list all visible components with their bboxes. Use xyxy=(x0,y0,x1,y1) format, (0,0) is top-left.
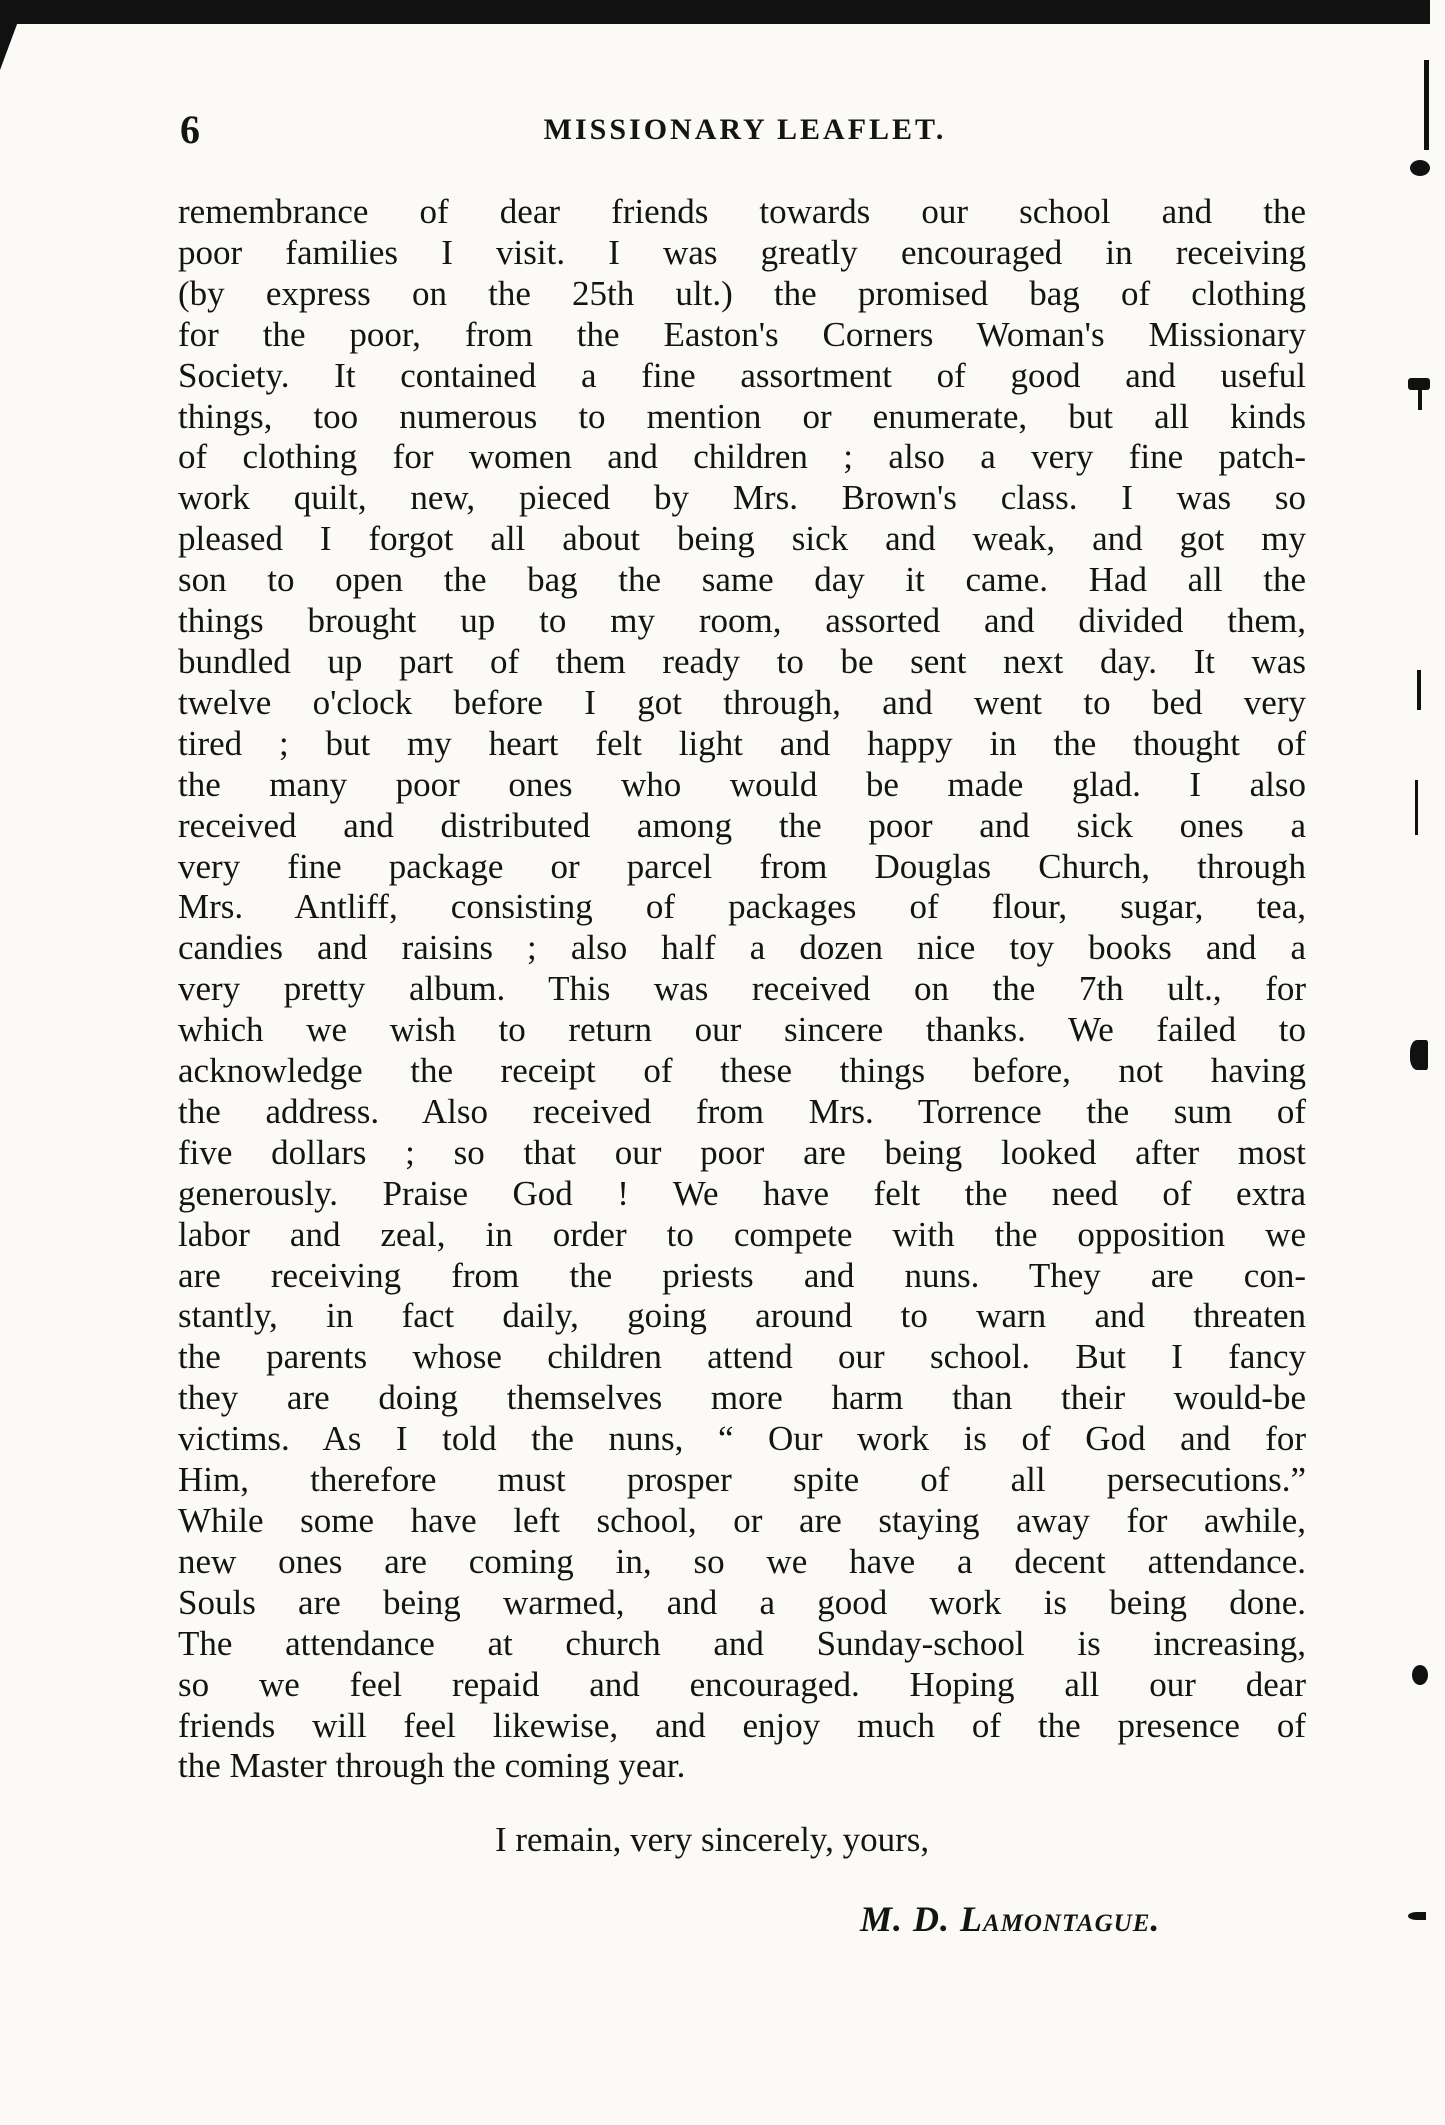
text-line: tired ; but my heart felt light and happy in the thought of xyxy=(178,723,1306,763)
text-line: labor and zeal, in order to compete with the opposition we xyxy=(178,1214,1306,1254)
text-line: (by express on the 25th ult.) the promised bag of clothing xyxy=(178,273,1306,313)
page-header xyxy=(180,105,1310,155)
text-line: the address. Also received from Mrs. Torrence the sum of xyxy=(178,1091,1306,1131)
signature-surname: Lamontague. xyxy=(960,1899,1161,1939)
text-line: Mrs. Antliff, consisting of packages of flour, sugar, tea, xyxy=(178,887,1306,927)
text-line: son to open the bag the same day it came. Had all the xyxy=(178,560,1306,600)
text-line: generously. Praise God ! We have felt the need of extra xyxy=(178,1173,1306,1213)
signature-initials: M. D. xyxy=(860,1899,961,1939)
page-number: 6 xyxy=(180,107,200,152)
text-line: which we wish to return our sincere thanks. We failed to xyxy=(178,1010,1306,1050)
top-border-corner xyxy=(0,0,26,70)
text-line: acknowledge the receipt of these things before, not having xyxy=(178,1051,1306,1091)
text-line: remembrance of dear friends towards our school and the xyxy=(178,192,1306,231)
text-line: received and distributed among the poor and sick ones a xyxy=(178,805,1306,845)
text-line: things brought up to my room, assorted and divided them, xyxy=(178,601,1306,641)
text-line: five dollars ; so that our poor are being looked after most xyxy=(178,1132,1306,1172)
text-line: bundled up part of them ready to be sent next day. It was xyxy=(178,641,1306,681)
text-line: they are doing themselves more harm than their would-be xyxy=(178,1378,1306,1418)
running-title: MISSIONARY LEAFLET. xyxy=(543,113,947,146)
text-line: of clothing for women and children ; also a very fine patch- xyxy=(178,437,1306,477)
margin-mark xyxy=(1417,670,1421,710)
text-line: poor families I visit. I was greatly encouraged in receiving xyxy=(178,232,1306,272)
text-line: stantly, in fact daily, going around to warn and threaten xyxy=(178,1296,1306,1336)
text-line: Him, therefore must prosper spite of all persecutions.” xyxy=(178,1460,1306,1500)
text-line: the parents whose children attend our school. But I fancy xyxy=(178,1337,1306,1377)
text-line: pleased I forgot all about being sick and weak, and got my xyxy=(178,519,1306,559)
text-line: are receiving from the priests and nuns. They are con- xyxy=(178,1255,1306,1295)
text-line: While some have left school, or are staying away for awhile, xyxy=(178,1501,1306,1540)
text-line: for the poor, from the Easton's Corners Woman's Missionary xyxy=(178,314,1306,354)
text-line: victims. As I told the nuns, “ Our work is of God and for xyxy=(178,1419,1306,1459)
margin-mark xyxy=(1418,388,1422,410)
letter-body xyxy=(178,192,1306,1787)
text-line-last: the Master through the coming year. xyxy=(178,1746,686,1786)
margin-mark xyxy=(1408,1912,1426,1920)
text-line: twelve o'clock before I got through, and went to bed very xyxy=(178,682,1306,722)
text-line: candies and raisins ; also half a dozen nice toy books and a xyxy=(178,928,1306,968)
text-line: things, too numerous to mention or enumerate, but all kinds xyxy=(178,396,1306,436)
margin-mark xyxy=(1415,780,1418,835)
letter-signature xyxy=(860,1894,1160,1944)
text-line: friends will feel likewise, and enjoy much of the presence of xyxy=(178,1705,1306,1745)
text-line: very fine package or parcel from Douglas Church, through xyxy=(178,846,1306,886)
text-line: Souls are being warmed, and a good work is being done. xyxy=(178,1582,1306,1622)
text-line: Society. It contained a fine assortment of good and useful xyxy=(178,355,1306,395)
letter-closing: I remain, very sincerely, yours, xyxy=(495,1820,930,1859)
margin-mark xyxy=(1410,1040,1428,1070)
margin-mark xyxy=(1412,1665,1428,1685)
text-line: The attendance at church and Sunday-school is increasing, xyxy=(178,1623,1306,1663)
text-line: new ones are coming in, so we have a decent attendance. xyxy=(178,1541,1306,1581)
margin-mark xyxy=(1424,60,1429,150)
margin-mark xyxy=(1410,160,1430,176)
text-line: so we feel repaid and encouraged. Hoping all our dear xyxy=(178,1664,1306,1704)
text-line: work quilt, new, pieced by Mrs. Brown's class. I was so xyxy=(178,478,1306,518)
text-line: the many poor ones who would be made glad. I also xyxy=(178,764,1306,804)
top-border-rule xyxy=(0,0,1430,24)
text-line: very pretty album. This was received on the 7th ult., for xyxy=(178,969,1306,1009)
